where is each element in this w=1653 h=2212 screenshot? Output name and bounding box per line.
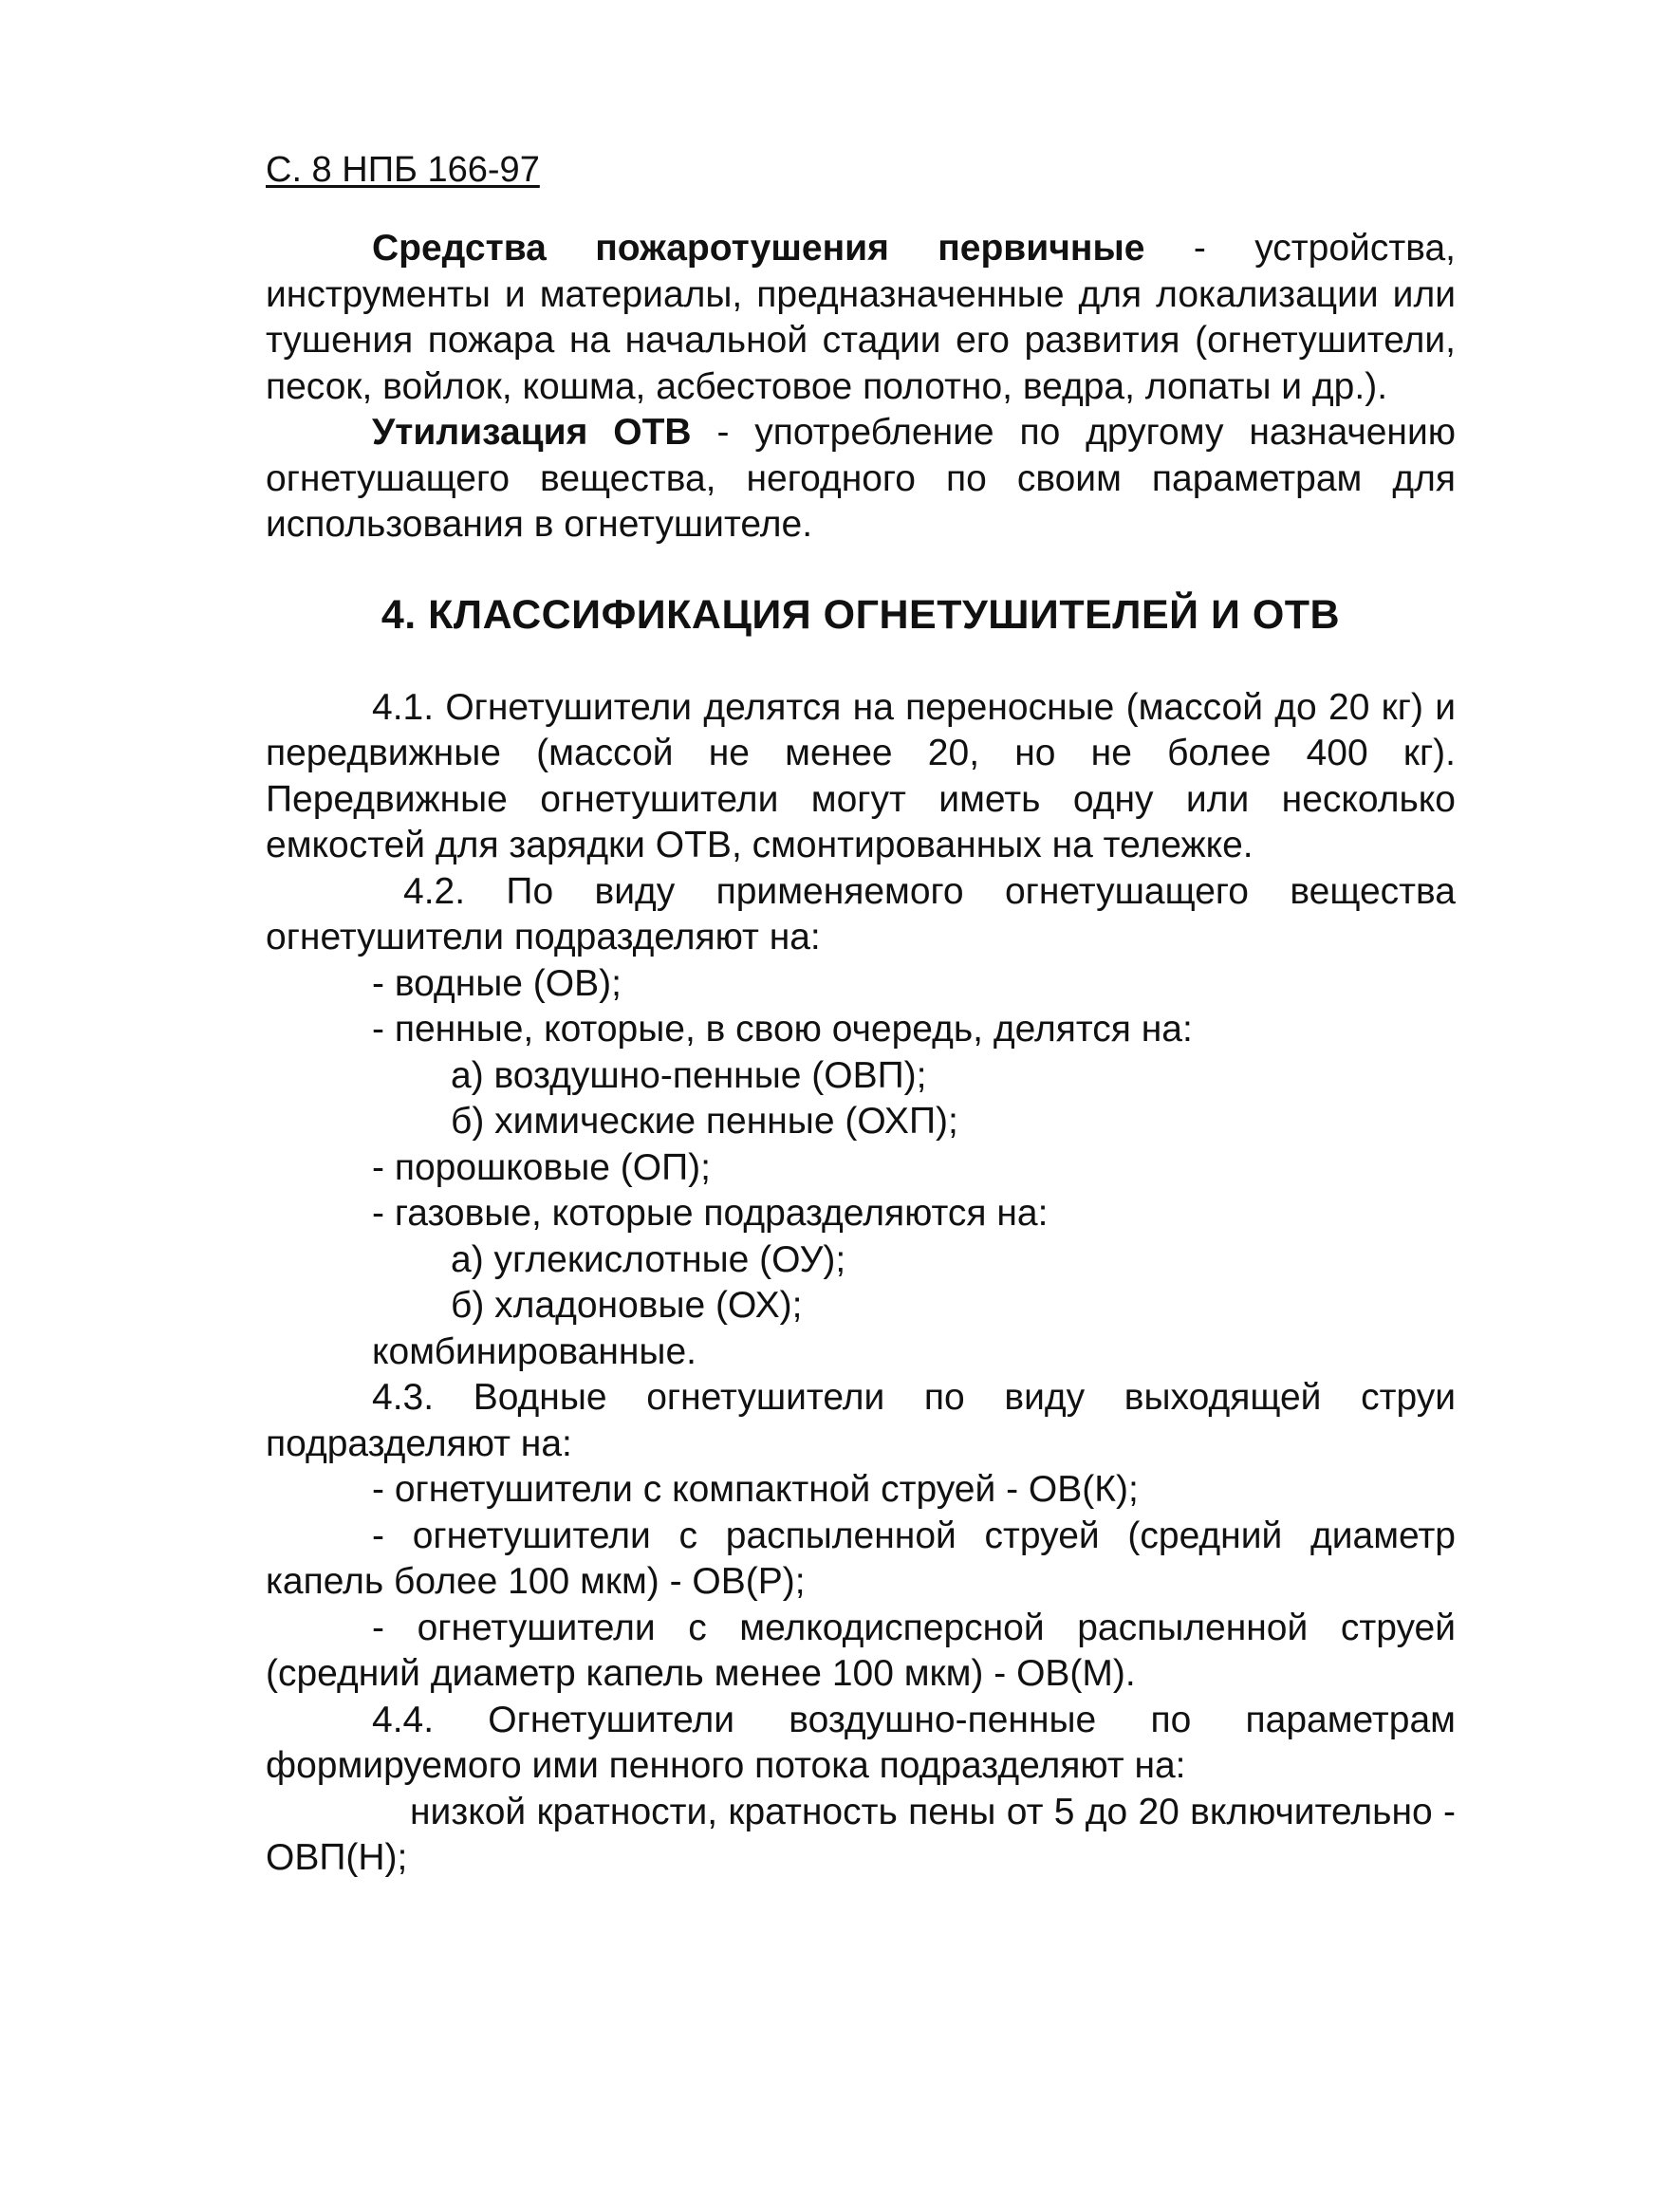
paragraph-4-3: 4.3. Водные огнетушители по виду выходящей струи подразделяют на:	[266, 1377, 1456, 1464]
definition-otv-utilization	[266, 410, 1456, 548]
definition-text: - устройства, инструменты и материалы, предназначенные для локализации или тушения пожара на начальной стадии его развития (огнетушители, песок, войлок, кошма, асбестовое полотно, ведра, лопаты и др.).	[266, 228, 1456, 407]
list-subitem: а) углекислотные (ОУ);	[451, 1238, 846, 1280]
document-body	[266, 226, 1456, 1882]
page-header: С. 8 НПБ 166-97	[266, 150, 540, 190]
definition-term: Средства пожаротушения первичные	[372, 228, 1145, 269]
list-item: - порошковые (ОП);	[372, 1146, 711, 1188]
list-item: - огнетушители с распыленной струей (средний диаметр капель более 100 мкм) - ОВ(Р);	[266, 1515, 1456, 1602]
definition-term: Утилизация ОТВ	[372, 412, 692, 453]
list-subitem: а) воздушно-пенные (ОВП);	[451, 1054, 927, 1096]
list-item: - пенные, которые, в свою очередь, делятся на:	[372, 1009, 1193, 1050]
paragraph-4-4: 4.4. Огнетушители воздушно-пенные по параметрам формируемого ими пенного потока подразделяют на:	[266, 1699, 1456, 1786]
list-item: - газовые, которые подразделяются на:	[372, 1193, 1049, 1234]
list-item: - огнетушители с мелкодисперсной распыленной струей (средний диаметр капель менее 100 мкм) - ОВ(М).	[266, 1607, 1456, 1694]
definition-text: - употребление по другому назначению огнетушащего вещества, негодного по своим параметрам для использования в огнетушителе.	[266, 412, 1456, 545]
definition-primary-extinguishing-means	[266, 226, 1456, 410]
list-item: - огнетушители с компактной струей - ОВ(К);	[372, 1469, 1139, 1510]
paragraph-4-1: 4.1. Огнетушители делятся на переносные (массой до 20 кг) и передвижные (массой не менее 20, но не более 400 кг). Передвижные огнетушители могут иметь одну или несколько емкостей для зарядки ОТВ, смонтированных на тележке.	[266, 686, 1456, 865]
list-item: - водные (ОВ);	[372, 962, 622, 1004]
list-item: низкой кратности, кратность пены от 5 до 20 включительно - ОВП(Н);	[266, 1791, 1456, 1878]
paragraph-4-2: 4.2. По виду применяемого огнетушащего вещества огнетушители подразделяют на:	[266, 870, 1456, 957]
list-subitem: б) хладоновые (ОХ);	[451, 1285, 803, 1326]
section-title: 4. КЛАССИФИКАЦИЯ ОГНЕТУШИТЕЛЕЙ И ОТВ	[381, 591, 1341, 638]
list-subitem: б) химические пенные (ОХП);	[451, 1101, 958, 1142]
list-item: комбинированные.	[372, 1330, 696, 1372]
